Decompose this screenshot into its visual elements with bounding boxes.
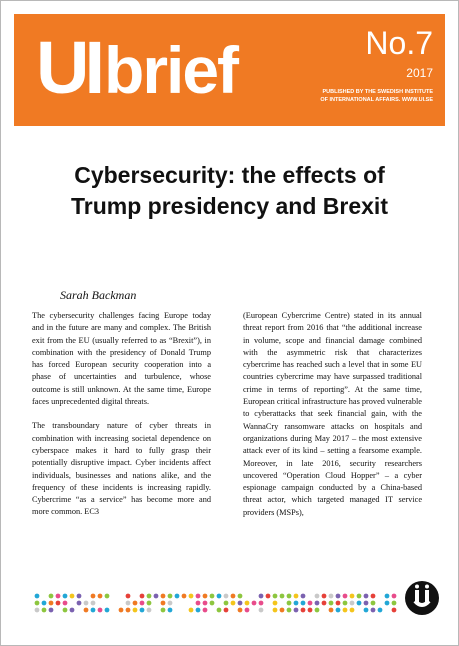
decorative-dot: [196, 594, 201, 599]
decorative-dot: [217, 608, 222, 613]
decorative-dot: [42, 608, 47, 613]
decorative-dot: [175, 594, 180, 599]
decorative-dot: [42, 601, 47, 606]
decorative-dot: [189, 608, 194, 613]
decorative-dot: [91, 594, 96, 599]
decorative-dot: [336, 594, 341, 599]
decorative-dot: [350, 601, 355, 606]
decorative-dot: [196, 601, 201, 606]
decorative-dot: [126, 601, 131, 606]
ui-brief-logo: [36, 28, 237, 108]
decorative-dot: [273, 608, 278, 613]
decorative-dot: [231, 601, 236, 606]
decorative-dot: [245, 601, 250, 606]
decorative-dot: [91, 608, 96, 613]
decorative-dot: [196, 608, 201, 613]
decorative-dot: [168, 601, 173, 606]
decorative-dot: [147, 608, 152, 613]
decorative-dot: [84, 608, 89, 613]
title-line-2: Trump presidency and Brexit: [71, 193, 388, 219]
decorative-dot: [154, 594, 159, 599]
decorative-dot: [245, 608, 250, 613]
decorative-dot: [259, 601, 264, 606]
decorative-dot: [238, 601, 243, 606]
publisher-line-2: OF INTERNATIONAL AFFAIRS. WWW.UI.SE: [320, 97, 433, 103]
decorative-dot: [294, 608, 299, 613]
decorative-dot: [378, 608, 383, 613]
decorative-dot: [294, 601, 299, 606]
decorative-dot: [119, 608, 124, 613]
decorative-dot: [63, 601, 68, 606]
decorative-dot: [203, 608, 208, 613]
decorative-dot: [35, 594, 40, 599]
decorative-dot: [84, 601, 89, 606]
decorative-dot: [217, 594, 222, 599]
decorative-dot: [364, 608, 369, 613]
decorative-dot: [56, 601, 61, 606]
decorative-dot: [252, 601, 257, 606]
decorative-dot: [35, 608, 40, 613]
publisher-credit: [253, 88, 433, 104]
decorative-dot: [203, 601, 208, 606]
decorative-dot: [343, 601, 348, 606]
decorative-dot: [182, 594, 187, 599]
decorative-dot: [140, 594, 145, 599]
decorative-dot: [49, 608, 54, 613]
decorative-dot: [371, 608, 376, 613]
decorative-dot: [273, 601, 278, 606]
decorative-dot: [357, 601, 362, 606]
decorative-dot-pattern: [34, 592, 398, 614]
decorative-dot: [322, 601, 327, 606]
body-paragraph: (European Cybercrime Centre) stated in its annual threat report from 2016 that “the additional increase in volume, scope and financial damage combined with the asymmetric risk that characterizes cybercrime has reached such a level that in some EU countries cybercrime may have surpassed traditional crime in terms of reporting”. At the same time, European critical infrastructure has proved vulnerable to cyberattacks that seek financial gain, with the WannaCry ransomware attacks on hospitals and organizations during May 2017 – the most extensive attack ever of its kind – setting a fearsome example. Moreover, in late 2016, security researchers uncovered “Operation Cloud Hopper” – a cyber espionage campaign conducted by a China-based threat actor, which targeted managed IT service providers (MSPs),: [243, 311, 422, 517]
decorative-dot: [259, 594, 264, 599]
decorative-dot: [364, 594, 369, 599]
decorative-dot: [126, 594, 131, 599]
decorative-dot: [280, 608, 285, 613]
decorative-dot: [343, 608, 348, 613]
decorative-dot: [301, 608, 306, 613]
decorative-dot: [329, 608, 334, 613]
header-banner: [14, 14, 445, 126]
decorative-dot: [238, 608, 243, 613]
decorative-dot: [371, 601, 376, 606]
decorative-dot: [294, 594, 299, 599]
decorative-dot: [63, 608, 68, 613]
decorative-dot: [189, 594, 194, 599]
decorative-dot: [56, 594, 61, 599]
decorative-dot: [224, 594, 229, 599]
issue-year: 2017: [406, 66, 433, 80]
decorative-dot: [343, 594, 348, 599]
decorative-dot: [259, 608, 264, 613]
decorative-dot: [329, 594, 334, 599]
decorative-dot: [273, 594, 278, 599]
title-line-1: Cybersecurity: the effects of: [74, 162, 385, 188]
decorative-dot: [49, 601, 54, 606]
decorative-dot: [308, 608, 313, 613]
decorative-dot: [357, 594, 362, 599]
decorative-dot: [224, 608, 229, 613]
publisher-line-1: PUBLISHED BY THE SWEDISH INSTITUTE: [322, 89, 433, 95]
decorative-dot: [280, 594, 285, 599]
decorative-dot: [224, 601, 229, 606]
decorative-dot: [126, 608, 131, 613]
decorative-dot: [63, 594, 68, 599]
decorative-dot: [238, 594, 243, 599]
decorative-dot: [301, 601, 306, 606]
decorative-dot: [105, 608, 110, 613]
body-column-right: [243, 310, 422, 531]
decorative-dot: [231, 594, 236, 599]
decorative-dot: [98, 594, 103, 599]
body-paragraph: The transboundary nature of cyber threats in combination with increasing societal dependence on cyberspace makes it hard to fully grasp their potentially disruptive impact. Cyber incidents affect individuals, businesses and nations alike, and the frequency of these incidents is increasing rapidly. Cybercrime “as a service” has become more and more common. EC3: [32, 421, 211, 517]
decorative-dot: [140, 608, 145, 613]
decorative-dot: [287, 601, 292, 606]
decorative-dot: [301, 594, 306, 599]
decorative-dot: [147, 601, 152, 606]
decorative-dot: [203, 594, 208, 599]
decorative-dot: [77, 594, 82, 599]
decorative-dot: [392, 594, 397, 599]
decorative-dot: [70, 608, 75, 613]
decorative-dot: [336, 608, 341, 613]
decorative-dot: [133, 608, 138, 613]
decorative-dot: [91, 601, 96, 606]
decorative-dot: [35, 601, 40, 606]
decorative-dot: [161, 601, 166, 606]
issue-number: No.7: [365, 25, 433, 61]
logo-ui-text: UI: [36, 26, 100, 109]
decorative-dot: [385, 594, 390, 599]
decorative-dot: [329, 601, 334, 606]
decorative-dot: [364, 601, 369, 606]
decorative-dot: [98, 608, 103, 613]
decorative-dot: [161, 594, 166, 599]
decorative-dot: [385, 601, 390, 606]
decorative-dot: [350, 594, 355, 599]
decorative-dot: [287, 608, 292, 613]
decorative-dot: [168, 594, 173, 599]
decorative-dot: [49, 594, 54, 599]
decorative-dot: [210, 601, 215, 606]
decorative-dot: [133, 601, 138, 606]
decorative-dot: [161, 608, 166, 613]
decorative-dot: [336, 601, 341, 606]
body-paragraph: The cybersecurity challenges facing Europe today and in the future are many and complex. The British exit from the EU (usually referred to as “Brexit”), in combination with the presidency of Donald Trump has forced European security cooperation into a phase of uncertainties and turbulence, whose outcome is still unknown. At the same time, Europe faces unprecedented digital threats.: [32, 311, 211, 407]
decorative-dot: [315, 608, 320, 613]
decorative-dot: [315, 594, 320, 599]
decorative-dot: [308, 601, 313, 606]
ui-emblem-icon: [404, 580, 440, 616]
author-name: Sarah Backman: [60, 288, 137, 302]
body-column-left: [32, 310, 211, 531]
decorative-dot: [70, 594, 75, 599]
decorative-dot: [168, 608, 173, 613]
decorative-dot: [210, 594, 215, 599]
decorative-dot: [350, 608, 355, 613]
decorative-dot: [266, 594, 271, 599]
decorative-dot: [322, 594, 327, 599]
decorative-dot: [287, 594, 292, 599]
page-title: [0, 160, 459, 222]
decorative-dot: [315, 601, 320, 606]
decorative-dot: [147, 594, 152, 599]
logo-brief-text: brief: [104, 33, 238, 107]
decorative-dot: [371, 594, 376, 599]
decorative-dot: [105, 594, 110, 599]
decorative-dot: [140, 601, 145, 606]
decorative-dot: [392, 608, 397, 613]
decorative-dot: [392, 601, 397, 606]
decorative-dot: [77, 601, 82, 606]
